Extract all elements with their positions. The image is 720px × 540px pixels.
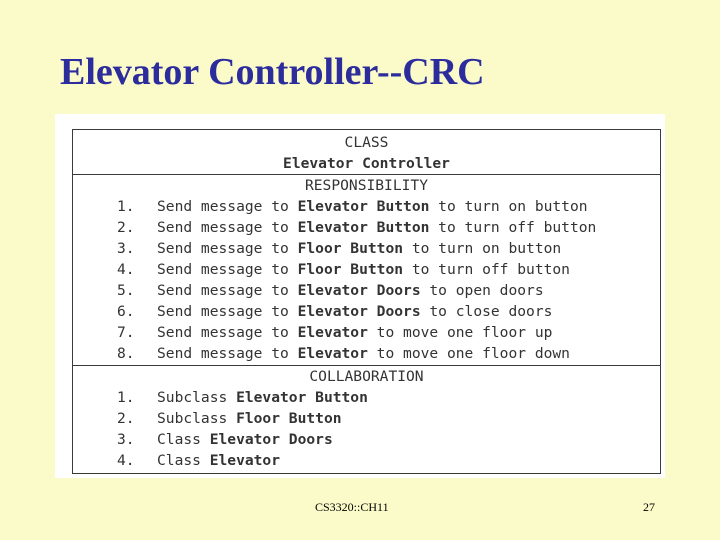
responsibility-item-text xyxy=(157,343,570,364)
collaboration-item-class-ref: Elevator Button xyxy=(236,389,368,406)
responsibility-item xyxy=(73,217,660,238)
class-header: CLASS xyxy=(344,134,389,151)
collaboration-item xyxy=(73,408,660,429)
collaboration-item-class-ref: Floor Button xyxy=(236,410,342,427)
responsibility-item-class-ref: Elevator xyxy=(297,324,368,341)
responsibility-item-number: 3. xyxy=(117,240,135,257)
collaboration-item-text xyxy=(157,429,333,450)
responsibility-item-prefix: Send message to xyxy=(157,282,298,299)
collaboration-item-class-ref: Elevator xyxy=(209,452,281,469)
responsibility-list xyxy=(73,196,660,364)
collaboration-list xyxy=(73,387,660,471)
responsibility-item-suffix: to turn off button xyxy=(403,261,570,278)
slide-title: Elevator Controller--CRC xyxy=(60,51,485,93)
responsibility-item-prefix: Send message to xyxy=(157,198,298,215)
responsibility-item-suffix: to turn off button xyxy=(429,219,597,236)
crc-card xyxy=(72,129,661,474)
responsibility-item-prefix: Send message to xyxy=(157,219,298,236)
responsibility-item-text xyxy=(157,217,596,238)
page-number: 27 xyxy=(643,500,655,514)
collaboration-item-class-ref: Elevator Doors xyxy=(209,431,333,448)
responsibility-item-text xyxy=(157,322,552,343)
responsibility-item-number: 6. xyxy=(117,303,135,320)
responsibility-item-number: 5. xyxy=(117,282,135,299)
responsibility-item-text xyxy=(157,196,588,217)
collaboration-section xyxy=(73,365,660,473)
responsibility-item-suffix: to turn on button xyxy=(429,198,588,215)
crc-card-image xyxy=(55,114,665,478)
responsibility-section xyxy=(73,174,660,365)
collaboration-item xyxy=(73,429,660,450)
class-section xyxy=(73,130,660,174)
responsibility-item xyxy=(73,238,660,259)
collaboration-header: COLLABORATION xyxy=(309,368,424,385)
responsibility-item-suffix: to move one floor up xyxy=(367,324,553,341)
responsibility-item-prefix: Send message to xyxy=(157,345,298,362)
responsibility-item-prefix: Send message to xyxy=(157,324,298,341)
responsibility-item-prefix: Send message to xyxy=(157,261,298,278)
responsibility-item xyxy=(73,280,660,301)
responsibility-item xyxy=(73,196,660,217)
responsibility-item-suffix: to move one floor down xyxy=(367,345,570,362)
collaboration-item-prefix: Class xyxy=(157,431,210,448)
collaboration-item-number: 3. xyxy=(117,431,135,448)
responsibility-item-class-ref: Elevator Button xyxy=(297,219,430,236)
responsibility-item-text xyxy=(157,259,570,280)
responsibility-item-text xyxy=(157,280,544,301)
collaboration-item-prefix: Class xyxy=(157,452,210,469)
responsibility-item-suffix: to turn on button xyxy=(403,240,562,257)
responsibility-item xyxy=(73,343,660,364)
responsibility-item-prefix: Send message to xyxy=(157,240,298,257)
collaboration-item xyxy=(73,450,660,471)
responsibility-item-class-ref: Elevator xyxy=(297,345,368,362)
responsibility-item-class-ref: Floor Button xyxy=(297,240,404,257)
responsibility-item-number: 4. xyxy=(117,261,135,278)
collaboration-item-text xyxy=(157,387,368,408)
footer-course-label: CS3320::CH11 xyxy=(315,500,389,514)
responsibility-item-suffix: to close doors xyxy=(420,303,553,320)
responsibility-item-number: 1. xyxy=(117,198,135,215)
responsibility-item xyxy=(73,322,660,343)
collaboration-item xyxy=(73,387,660,408)
collaboration-item-text xyxy=(157,408,342,429)
collaboration-item-text xyxy=(157,450,280,471)
collaboration-item-prefix: Subclass xyxy=(157,389,237,406)
responsibility-item-number: 7. xyxy=(117,324,135,341)
collaboration-item-number: 1. xyxy=(117,389,135,406)
responsibility-header: RESPONSIBILITY xyxy=(304,177,428,194)
responsibility-item-class-ref: Floor Button xyxy=(297,261,404,278)
responsibility-item-class-ref: Elevator Button xyxy=(297,198,430,215)
collaboration-item-number: 2. xyxy=(117,410,135,427)
responsibility-item xyxy=(73,301,660,322)
responsibility-item-text xyxy=(157,238,561,259)
collaboration-item-number: 4. xyxy=(117,452,135,469)
responsibility-item-number: 2. xyxy=(117,219,135,236)
responsibility-item-text xyxy=(157,301,552,322)
responsibility-item-class-ref: Elevator Doors xyxy=(297,282,421,299)
responsibility-item xyxy=(73,259,660,280)
responsibility-item-suffix: to open doors xyxy=(420,282,544,299)
class-name: Elevator Controller xyxy=(283,155,450,172)
responsibility-item-number: 8. xyxy=(117,345,135,362)
responsibility-item-prefix: Send message to xyxy=(157,303,298,320)
collaboration-item-prefix: Subclass xyxy=(157,410,237,427)
responsibility-item-class-ref: Elevator Doors xyxy=(297,303,421,320)
